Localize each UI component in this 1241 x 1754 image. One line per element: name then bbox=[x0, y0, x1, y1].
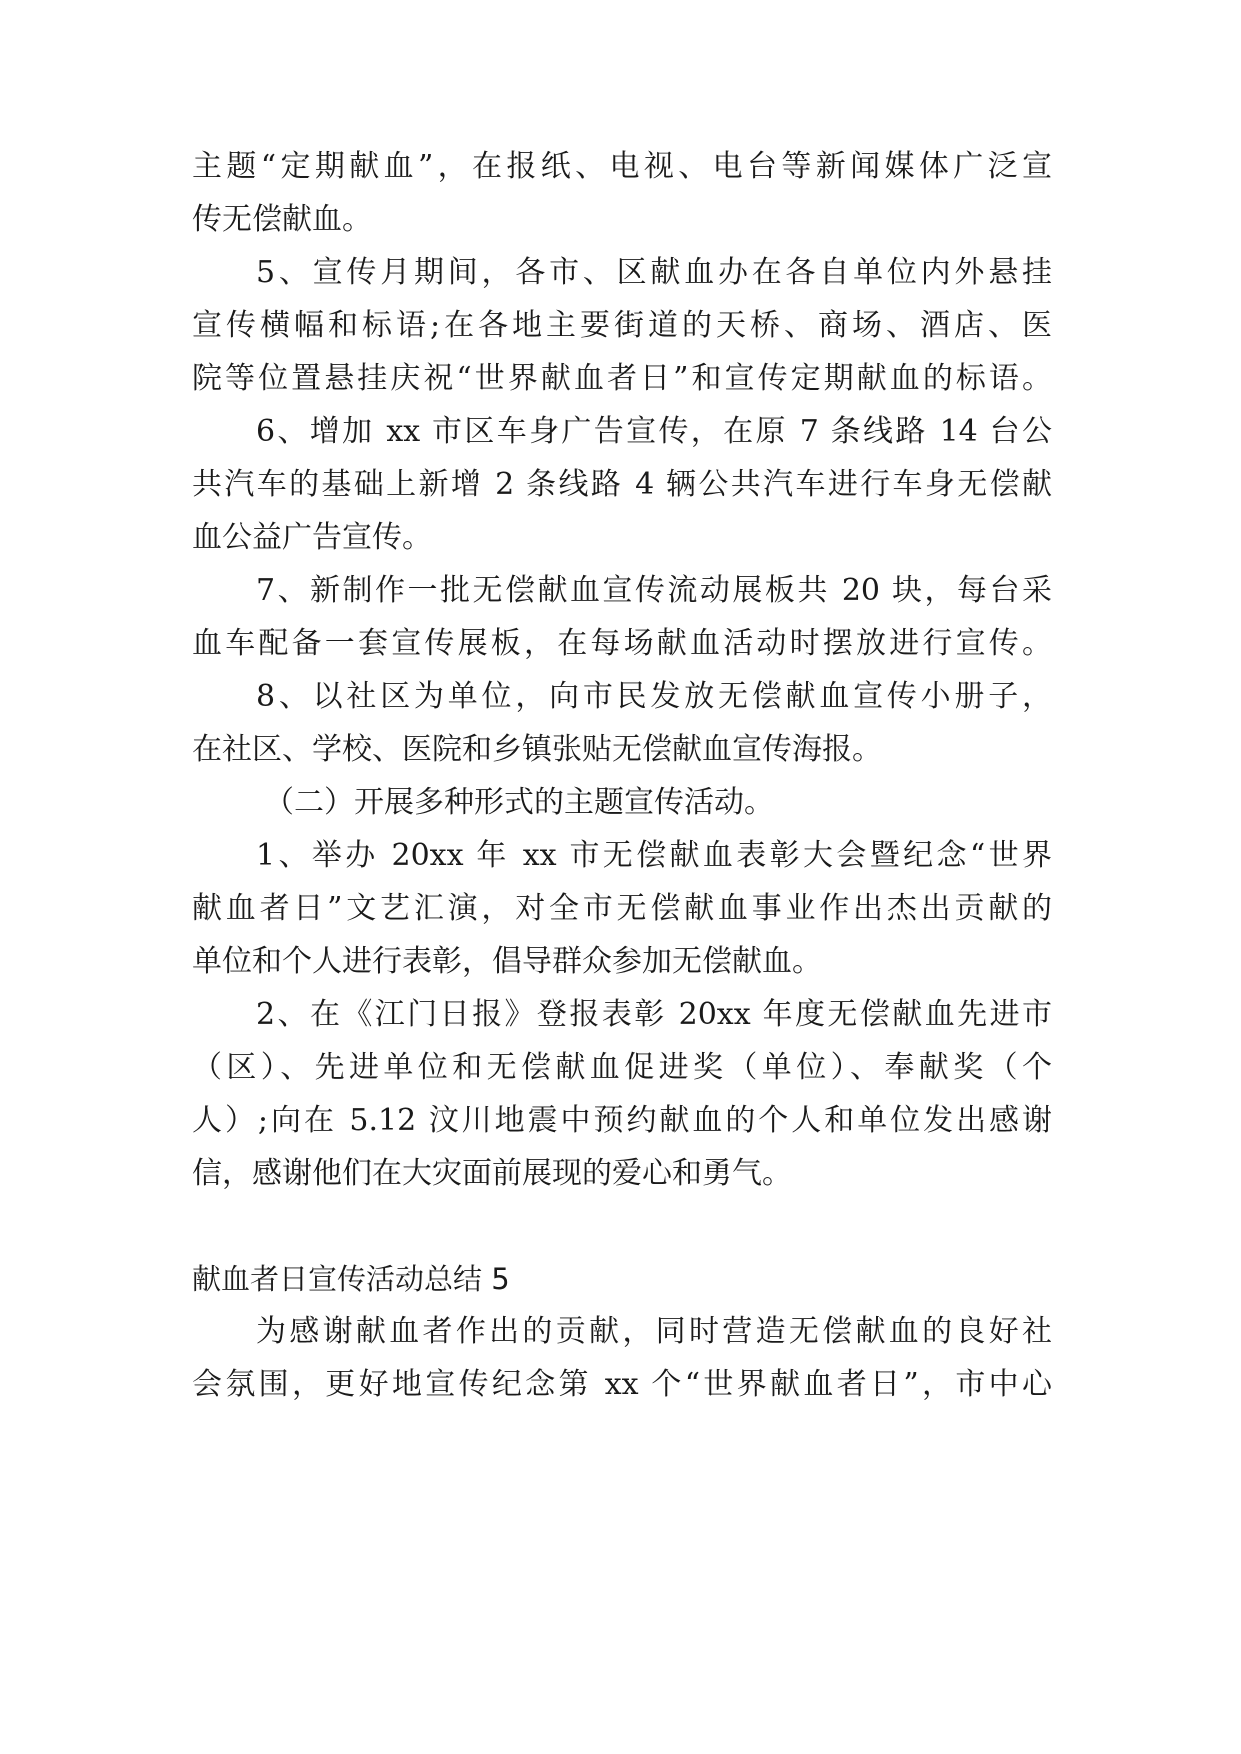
paragraph-line: 共汽车的基础上新增 2 条线路 4 辆公共汽车进行车身无偿献 bbox=[192, 467, 1052, 502]
paragraph-line: 8、以社区为单位，向市民发放无偿献血宣传小册子， bbox=[256, 679, 1052, 714]
paragraph-line: （区）、先进单位和无偿献血促进奖（单位）、奉献奖（个 bbox=[192, 1050, 1052, 1085]
paragraph-line: 宣传横幅和标语;在各地主要街道的天桥、商场、酒店、医 bbox=[192, 308, 1052, 343]
paragraph-line: 传无偿献血。 bbox=[192, 202, 372, 237]
paragraph-line: 5、宣传月期间，各市、区献血办在各自单位内外悬挂 bbox=[256, 255, 1052, 290]
paragraph-line: 人）;向在 5.12 汶川地震中预约献血的个人和单位发出感谢 bbox=[192, 1103, 1052, 1138]
paragraph-line: 单位和个人进行表彰，倡导群众参加无偿献血。 bbox=[192, 944, 822, 979]
paragraph-line: 信，感谢他们在大灾面前展现的爱心和勇气。 bbox=[192, 1156, 792, 1191]
paragraph-line: 主题“定期献血”，在报纸、电视、电台等新闻媒体广泛宣 bbox=[192, 149, 1052, 184]
paragraph-line: 7、新制作一批无偿献血宣传流动展板共 20 块，每台采 bbox=[256, 573, 1052, 608]
paragraph-line: 献血者日”文艺汇演，对全市无偿献血事业作出杰出贡献的 bbox=[192, 891, 1052, 926]
paragraph-line: 院等位置悬挂庆祝“世界献血者日”和宣传定期献血的标语。 bbox=[192, 361, 1052, 396]
paragraph-line: 6、增加 xx 市区车身广告宣传，在原 7 条线路 14 台公 bbox=[256, 414, 1052, 449]
paragraph-line: 血公益广告宣传。 bbox=[192, 520, 432, 555]
paragraph-line: 1、举办 20xx 年 xx 市无偿献血表彰大会暨纪念“世界 bbox=[256, 838, 1052, 873]
paragraph-line: 2、在《江门日报》登报表彰 20xx 年度无偿献血先进市 bbox=[256, 997, 1052, 1032]
paragraph-line: 会氛围，更好地宣传纪念第 xx 个“世界献血者日”，市中心 bbox=[192, 1367, 1052, 1402]
section-heading: 献血者日宣传活动总结 5 bbox=[192, 1262, 510, 1296]
paragraph-line: 血车配备一套宣传展板，在每场献血活动时摆放进行宣传。 bbox=[192, 626, 1052, 661]
paragraph-line: 为感谢献血者作出的贡献，同时营造无偿献血的良好社 bbox=[256, 1314, 1052, 1349]
paragraph-line: 在社区、学校、医院和乡镇张贴无偿献血宣传海报。 bbox=[192, 732, 882, 767]
subheading: （二）开展多种形式的主题宣传活动。 bbox=[264, 785, 774, 820]
